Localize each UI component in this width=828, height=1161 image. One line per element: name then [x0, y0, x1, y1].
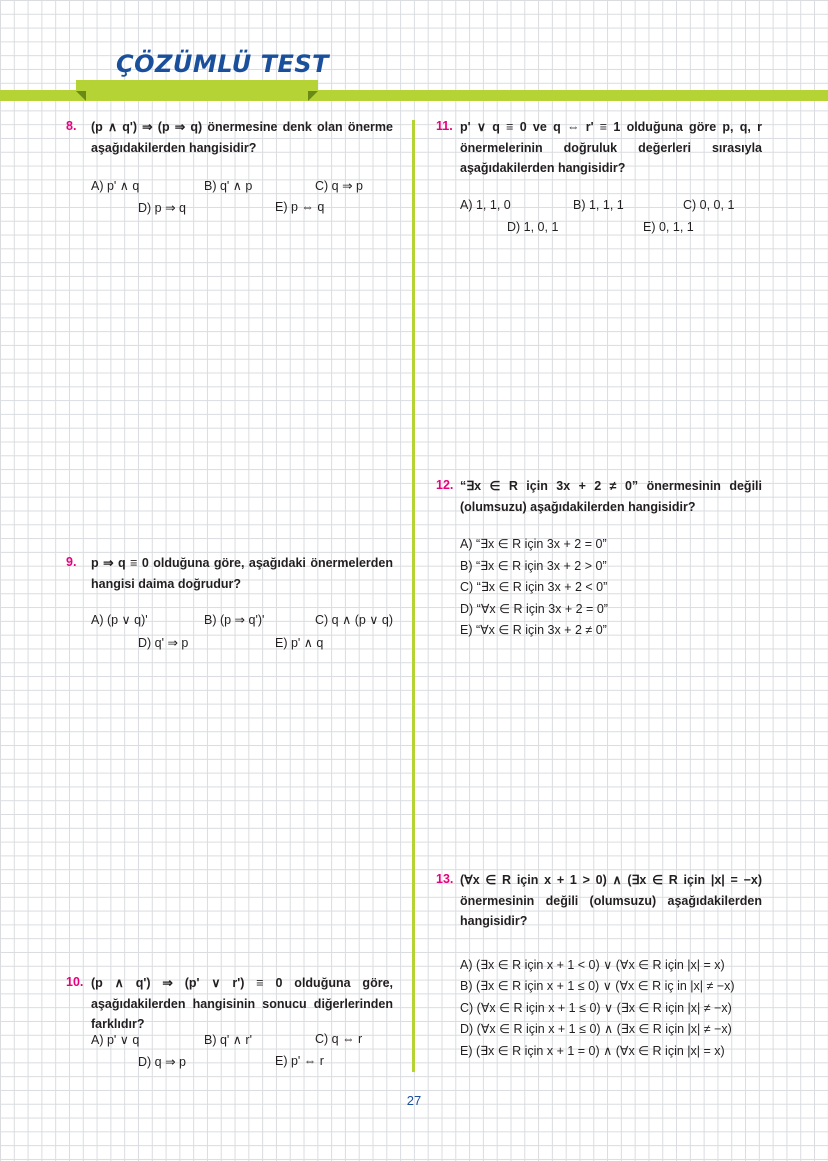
- question-number: 10.: [66, 975, 84, 989]
- page-title: ÇÖZÜMLÜ TEST: [116, 50, 330, 78]
- option-e[interactable]: E) (∃x ∈ R için x + 1 = 0) ∧ (∀x ∈ R için |x| = x): [460, 1044, 725, 1058]
- question-number: 12.: [436, 478, 454, 492]
- question-number: 8.: [66, 119, 77, 133]
- option-b[interactable]: B) q' ∧ r': [204, 1033, 252, 1047]
- option-e[interactable]: E) 0, 1, 1: [643, 220, 694, 234]
- question-stem: (p ∧ q') ⇒ (p' ∨ r') ≡ 0 olduğuna göre, aşağıdakilerden hangisinin sonucu diğerlerinden farklıdır?: [91, 976, 393, 1031]
- option-b[interactable]: B) 1, 1, 1: [573, 198, 624, 212]
- option-c[interactable]: C) q ⇒ p: [315, 179, 363, 193]
- option-e[interactable]: E) p' ⇔ r: [275, 1054, 324, 1068]
- question-number: 11.: [436, 119, 453, 133]
- option-e[interactable]: E) p ⇔ q: [275, 200, 325, 214]
- option-d[interactable]: D) 1, 0, 1: [507, 220, 559, 234]
- question-stem: (p ∧ q') ⇒ (p ⇒ q) önermesine denk olan önerme aşağıdakilerden hangisidir?: [91, 120, 393, 155]
- option-a[interactable]: A) (∃x ∈ R için x + 1 < 0) ∨ (∀x ∈ R için |x| = x): [460, 958, 725, 972]
- option-b[interactable]: B) (∃x ∈ R için x + 1 ≤ 0) ∨ (∀x ∈ R iç in |x| ≠ −x): [460, 979, 735, 993]
- question-stem: p' ∨ q ≡ 0 ve q ⇔ r' ≡ 1 olduğuna göre p, q, r önermelerinin doğruluk değerleri sırasıyla aşağıdakilerden hangisidir?: [460, 120, 762, 175]
- header-notch-right: [308, 91, 318, 101]
- page-number: 27: [406, 1093, 422, 1108]
- question-number: 13.: [436, 872, 454, 886]
- column-divider: [412, 120, 415, 1072]
- option-a[interactable]: A) (p ∨ q)': [91, 613, 148, 627]
- option-e[interactable]: E) “∀x ∈ R için 3x + 2 ≠ 0”: [460, 623, 607, 637]
- option-d[interactable]: D) q' ⇒ p: [138, 636, 189, 650]
- question-stem: “∃x ∈ R için 3x + 2 ≠ 0” önermesinin değili (olumsuzu) aşağıdakilerden hangisidir?: [460, 479, 762, 514]
- option-c[interactable]: C) “∃x ∈ R için 3x + 2 < 0”: [460, 580, 608, 594]
- option-c[interactable]: C) 0, 0, 1: [683, 198, 735, 212]
- question-stem: p ⇒ q ≡ 0 olduğuna göre, aşağıdaki önermelerden hangisi daima doğrudur?: [91, 556, 393, 591]
- option-a[interactable]: A) p' ∨ q: [91, 1033, 140, 1047]
- option-a[interactable]: A) p' ∧ q: [91, 179, 140, 193]
- question-number: 9.: [66, 555, 77, 569]
- option-c[interactable]: C) q ⇔ r: [315, 1032, 363, 1046]
- option-a[interactable]: A) 1, 1, 0: [460, 198, 511, 212]
- header-band: [0, 90, 828, 101]
- option-c[interactable]: C) (∀x ∈ R için x + 1 ≤ 0) ∨ (∃x ∈ R için |x| ≠ −x): [460, 1001, 732, 1015]
- option-b[interactable]: B) “∃x ∈ R için 3x + 2 > 0”: [460, 559, 607, 573]
- option-b[interactable]: B) q' ∧ p: [204, 179, 253, 193]
- option-e[interactable]: E) p' ∧ q: [275, 636, 324, 650]
- option-a[interactable]: A) “∃x ∈ R için 3x + 2 = 0”: [460, 537, 607, 551]
- option-d[interactable]: D) (∀x ∈ R için x + 1 ≤ 0) ∧ (∃x ∈ R için |x| ≠ −x): [460, 1022, 732, 1036]
- option-c[interactable]: C) q ∧ (p ∨ q): [315, 613, 394, 627]
- header-notch-left: [76, 91, 86, 101]
- option-d[interactable]: D) p ⇒ q: [138, 201, 186, 215]
- option-b[interactable]: B) (p ⇒ q')': [204, 613, 265, 627]
- option-d[interactable]: D) q ⇒ p: [138, 1055, 186, 1069]
- option-d[interactable]: D) “∀x ∈ R için 3x + 2 = 0”: [460, 602, 608, 616]
- question-stem: (∀x ∈ R için x + 1 > 0) ∧ (∃x ∈ R için |x| = −x) önermesinin değili (olumsuzu) aşağıdakilerden hangisidir?: [460, 873, 762, 928]
